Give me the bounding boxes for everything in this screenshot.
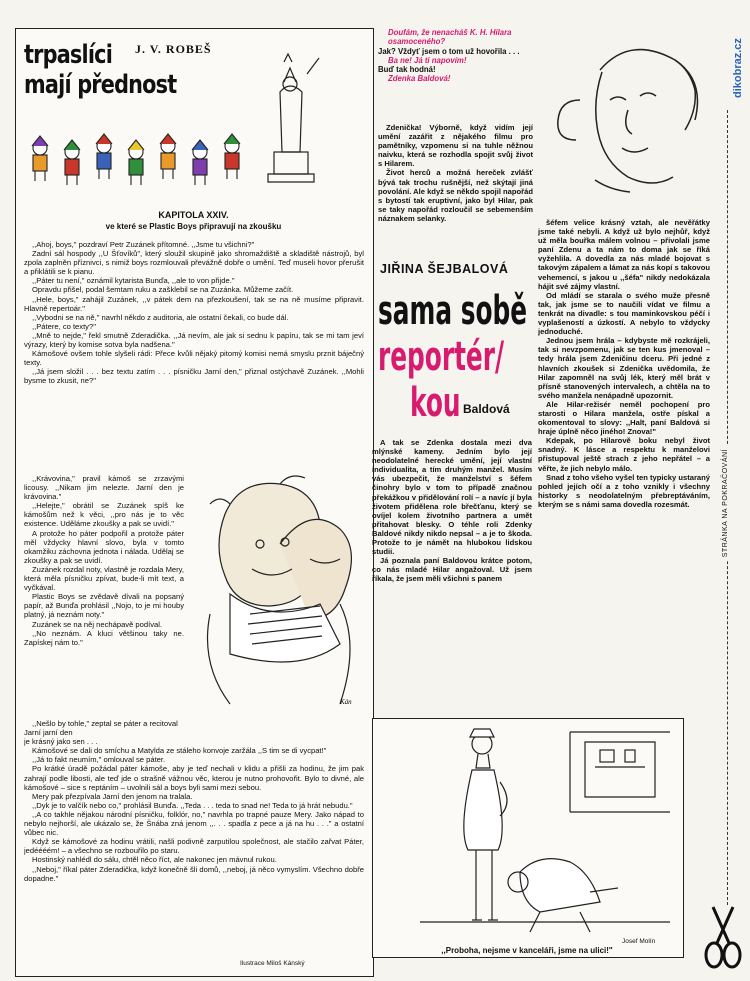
interview-author: JIŘINA ŠEJBALOVÁ (380, 262, 509, 276)
paragraph: Mery pak přezpívala Jarní den jenom na tralala. (32, 791, 193, 801)
paragraph: Snad z toho všeho vyšel ten typicky ustaraný pohled jejích očí a z toho vznikly i všechny historky s neodolatelným přebreptáváním, kterým se s námi sama dovedla rozesmát. (538, 472, 710, 509)
cartoon-credit: Josef Molín (622, 938, 656, 945)
site-watermark: dikobraz.cz (732, 38, 744, 98)
scissors-icon (703, 905, 743, 976)
paragraph: ,,Mně to nejde," řekl smutně Zderadička. ,,Já nevím, ale jak si sednu k papíru, tak se mi tam jeví výrazy, který by komise sotva byla nadšena." (24, 330, 364, 350)
paragraph: ,,A co takhle nějakou národní písničku, folklór, no," navrhla po trapné pauze Mery. Jako nápad to nebylo nejhorší, ale ukázalo se, že Šnába zná jenom ,,. . . spadla z pece a já na hu . . ." a ostatní vůbec nic. (24, 809, 364, 838)
title-line-1: trpaslíci (24, 40, 113, 70)
paragraph: Kámošové se dali do smíchu a Matylda ze stáleho konvoje zaržála ,,S tim se di vycpat!" (32, 746, 327, 756)
paragraph: Ale Hilar-režisér neměl pochopení pro starosti o Hilara manžela, ostře pískal a okomentoval to slovy: ,,Halt, paní Baldová si hraje úplně něco jiného! Znova!" (538, 399, 710, 437)
paragraph: ,,Ahoj, boys," pozdraví Petr Zuzánek přítomné. ,,Jsme tu všichni?" (32, 240, 255, 249)
left-article-body-narrow (24, 474, 184, 719)
right-column-text (538, 218, 710, 753)
paragraph: Zuzánek se na něj nechápavě podíval. (32, 619, 163, 629)
paragraph: ,,Já to fakt neumím," omlouval se páter. (32, 755, 166, 765)
dialog-line: Ba ne! Já ti napovím! (388, 55, 467, 65)
paragraph: šéfem velice krásný vztah, ale nevěřátky jsme také nebyli. A když už bylo nejhůř, když už měla bouřka málem volnou – přivolali jsme paní Zdenu a ta nám to doma jak se říká vyžehlila. A dovedla za nás mladé bojovat s takovým zápalem a lámat za nás kopí s takovou vehemencí, s jakou u ,,šéfa" nikdy nedokázala hájit své zájmy vlastní. (538, 218, 710, 291)
dwarfs-illustration (22, 52, 352, 192)
continuation-label: STRÁNKA NA POKRAČOVÁNÍ (722, 445, 729, 561)
paragraph: Od mládí se starala o svého muže přesně tak, jak jsme se to naučili vídat ve filmu a tenkrát na divadle: s tou maminkovskou péčí i vyplašeností a úzkostí. A nebylo to vždycky jednoduché. (538, 290, 710, 337)
paragraph: Zdenička! Výborně, když vidím její umění zazářit z nějakého filmu pro pamětníky, vzpomenu si na tuhle něžnou naivku, která se rozhodla spojit svůj život s Hilarem. (378, 123, 533, 169)
paragraph: Kámošové ovšem tohle slyšeli rádi: Přece kvůli nějaký pitomý komisi nemá smyslu prznit báječný texty. (24, 349, 364, 368)
left-article-body-bottom (24, 719, 364, 954)
paragraph: ,,Pátere, co texty?" (32, 321, 96, 331)
paragraph: Zadní sál hospody ,,U Šťovíků", který sloužil skupině jako shromaždiště a skladiště nástrojů, byl zpola zaplněn příznivci, s nimiž boys rozmlouvali převážně dobře o umění. Teď museli hovor přerušit a přiklátili se k pianu. (24, 249, 364, 277)
paragraph: A protože ho páter podpořil a protože páter měl vždycky hlavní slovo, byla v tomto okamžiku záchovna jednota i nálada. Udělaj se zkoušky a pak se uvidí. (24, 528, 184, 565)
paragraph: ,,Neboj," říkal páter Zderadička, když konečně šli domů, ,,neboj, já něco vymyslím. Všechno dobře dopadne." (24, 864, 364, 883)
cartoon-caption: ,,Proboha, nejsme v kanceláři, jsme na ulici!" (441, 946, 613, 955)
dialog-line: Jak? Vždyť jsem o tom už hovořila . . . (378, 46, 520, 56)
subject-name: Baldová (463, 402, 510, 416)
chapter-heading: KAPITOLA XXIV. (158, 210, 229, 220)
paragraph: Život herců a možná hereček zvlášť bývá tak trochu rušnější, než skýtají jiná povolání. Ale když se někdo spojil napořád s bytostí tak eruptivní, jako byl Hilar, pak se taky napořád rozloučil se sebemenším náznakem selanky. (378, 168, 533, 223)
headline-line-3: kou (410, 380, 461, 426)
chapter-subtitle: ve které se Plastic Boys připravují na zkoušku (105, 222, 282, 231)
paragraph: Zuzánek rozdal noty, vlastně je rozdala Mery, která měla písničku zpívat, bude-li mít text, a vyčkával. (24, 564, 184, 593)
paragraph: ,,Nešlo by tohle," zeptal se páter a recitoval Jarní jarní den je krásný jako sen . . . (24, 719, 178, 747)
paragraph: Jednou jsem hrála – kdybyste mě rozkrájeli, tak si nevzpomenu, jak se ten kus jmenoval – tedy hrála jsem Zdeničinu dceru. Při jedné z hlavních zkoušek si Zdenička uvědomila, že Hilar zapomněl na svůj lék, který měl brát v přísně stanovených intervalech, a chtěla na to svého manžela nenápadně upozornit. (538, 336, 710, 400)
left-article-body-top (24, 240, 364, 472)
paragraph: Když se kámošové za hodinu vrátili, našli podivně zarputilou společnost, ale stačilo zařvat Páter, jedéééém! – a všechno se rozbouřilo po staru. (24, 837, 364, 856)
paragraph: ,,Vybodni se na ně," navrhl někdo z auditoria, ale ostatní čekali, co bude dál. (32, 312, 289, 322)
paragraph: ,,Dyk je to valčík nebo co," prohlásil Bunďa. ,,Teda . . . teda to snad ne! Teda to já hrát nebudu." (32, 800, 353, 810)
dialog-line: Doufám, že nenacháš K. H. Hilara osamoceného? (388, 28, 512, 47)
middle-column-text (372, 438, 532, 731)
paragraph: ,,Já jsem složil . . . bez textu zatím . . . písničku Jarní den," přiznal ostýchavě Zuzánek. ,,Mohli bysme to zkusit, ne?" (24, 367, 364, 386)
paragraph: ,,Krávovina," pravil kámoš se zrzavými licousy. ,,Nikam jim nelezte. Jarní den je krávovina." (24, 474, 184, 502)
headline-line-1: sama sobě (378, 288, 528, 334)
dialog-line: Zdenka Baldová! (388, 74, 451, 84)
paragraph: ,,Páter tu není," oznámil kytarista Bunďa, ,,ale to von přijde." (32, 276, 235, 286)
paragraph: Plastic Boys se zvědavě dívali na popsaný papír, až Bunďa prohlásil ,,Nojo, to je mi houby platný, já neznám noty." (24, 592, 184, 620)
paragraph: Opravdu přišel, podal šemtam ruku a zašklebil se na Zuzánka. Můžeme začít. (32, 285, 294, 295)
paragraph: A tak se Zdenka dostala mezi dva mlýnské kameny. Jedním bylo její neodolatelné herecké umění, její vlastní individualita, a tím druhým manžel. Musím vás ubezpečit, že manželství s šéfem činohry bylo v tom to případě značnou překážkou v přidělování rolí – a navíc jí byla životem přidělena role břečťanu, který se ovíjel kolem životního partnera a umět přitahovat blesky. O téhle roli Zdenky Baldové nikdy nikdo nepsal – a je to škoda. Protože to je námět na hlubokou lidskou studii. (372, 438, 532, 557)
illustration-credit: Ilustrace Miloš Kánský (240, 960, 305, 967)
paragraph: ,,No neznám. A kluci většinou taky ne. Zapískej nám to." (24, 628, 184, 647)
paragraph: ,,Helejte," obrátil se Zuzánek spíš ke kámošům než k věci, ,,pro nás je to věc existence. Uděláme zkoušky a pak se uvidí." (24, 501, 184, 529)
paragraph: ,,Hele, boys," zahájil Zuzánek, ,,v pátek dem na přezkoušení, tak se na ně musíme připravit. Hlavně repertoár." (24, 294, 364, 313)
paragraph: Já poznala paní Baldovou krátce potom, co nás mladé Hilar angažoval. Už jsem říkala, že jsem měli všichni s panem (372, 556, 532, 584)
title-line-2: mají přednost (24, 70, 177, 100)
dialog-block (378, 28, 533, 84)
portrait-sketch (540, 30, 710, 195)
author-name: J. V. ROBEŠ (135, 42, 212, 56)
band-illustration (190, 474, 365, 714)
dialog-line: Buď tak hodná! (378, 65, 436, 75)
headline-line-2: reportér/ (378, 334, 505, 380)
paragraph: Kdepak, po Hilarově boku nebyl život snadný. K lásce a respektu k manželovi přistupoval ještě strach z jeho nepřátel – a věřte, že jich nebylo málo. (538, 436, 710, 473)
intro-text (378, 123, 533, 253)
svg-text:Kán: Kán (340, 698, 352, 706)
cartoon-drawing (380, 722, 680, 940)
paragraph: Po krátké úradě požádal páter kámoše, aby je teď nechali v klidu a přišli za hodinu, že jim pak zahrají podle libosti, ale teď jde o strašně vážnou věc, kterou je nutno prohovořit. Bylo to divné, ale kámošové – sice s reptáním – uvolnili sál a boys byli sami mezi sebou. (24, 764, 364, 792)
paragraph: Hostinský nahlédl do sálu, chtěl něco říct, ale nakonec jen mávnul rukou. (32, 855, 277, 865)
